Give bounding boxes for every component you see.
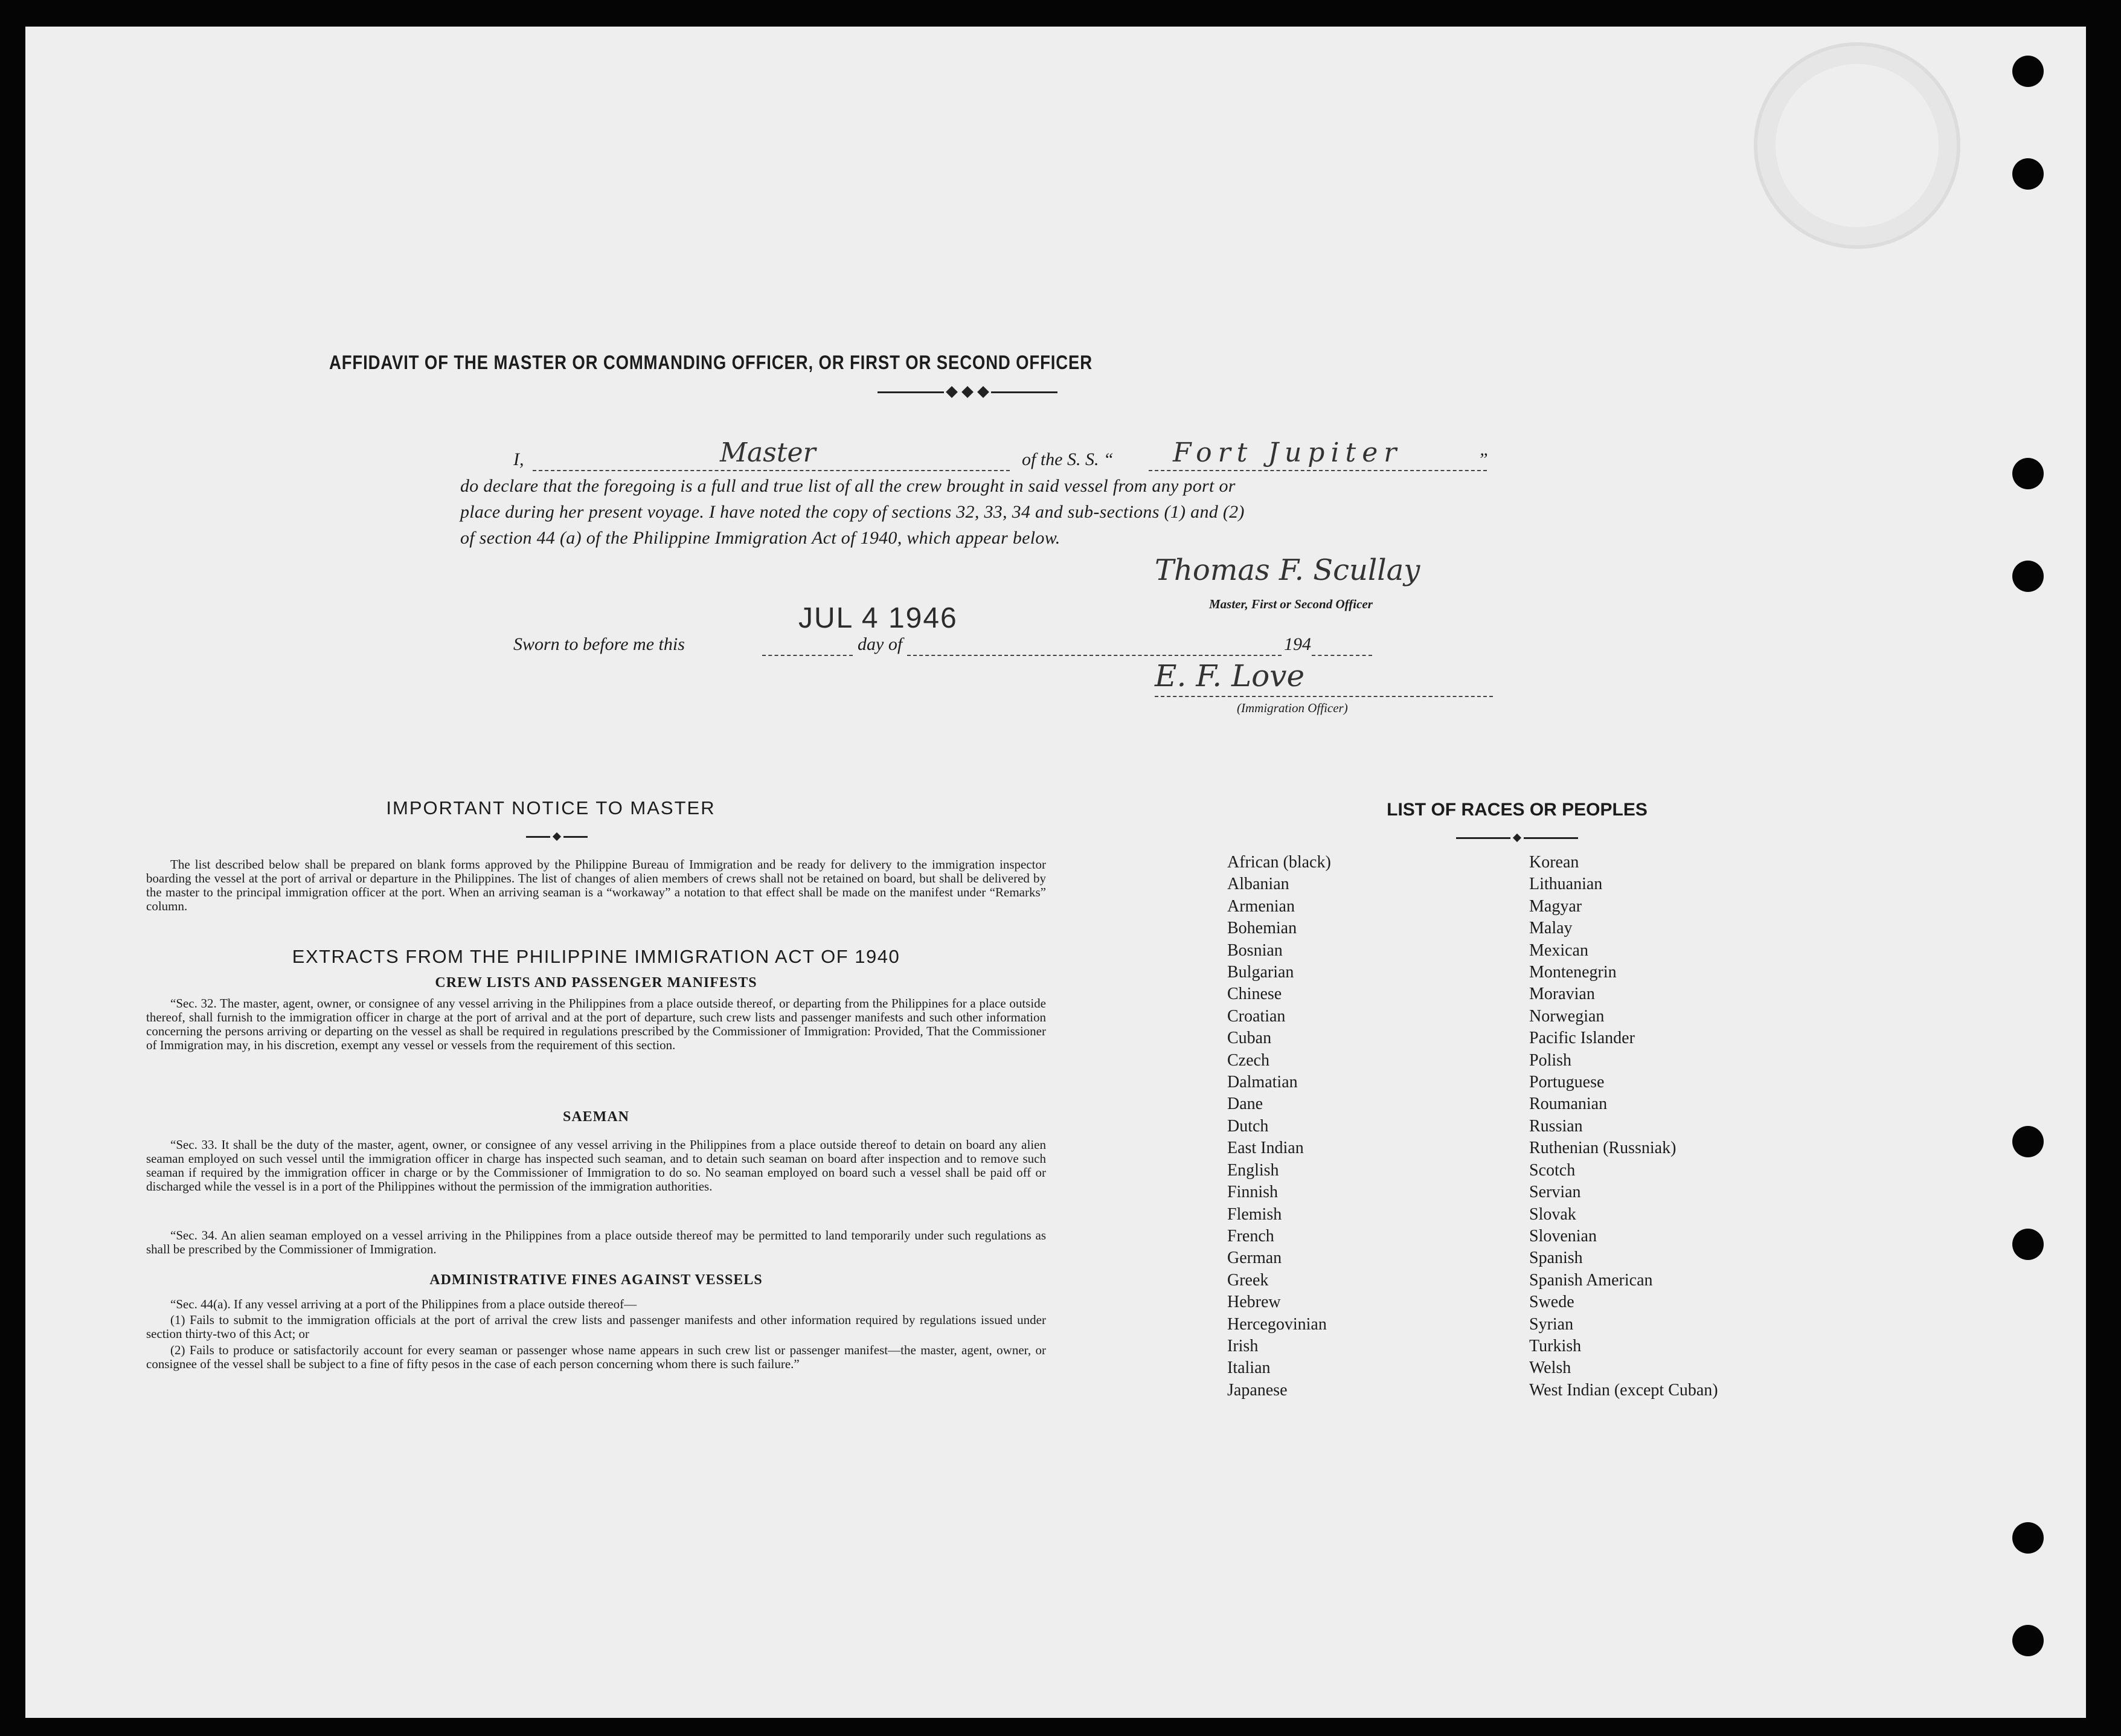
race-item: Bosnian [1227, 940, 1283, 960]
notice-text: The list described below shall be prepared on blank forms approved by the Philippine Bureau of Immigration and be ready for delivery to the immigration inspector boarding the vessel at the port of arrival or departure in the Philippines. The list of changes of alien members of crews shall not be retained on board, but shall be delivered by the master to the principal immigration officer at the port. When an arriving seaman is a “workaway” a notation to that effect shall be made on the manifest under “Remarks” column. [146, 857, 1046, 913]
race-item: Turkish [1529, 1336, 1582, 1355]
race-item: Spanish American [1529, 1270, 1653, 1290]
punch-hole [2012, 1625, 2044, 1656]
day-of-label: day of [858, 634, 903, 654]
race-item: Korean [1529, 853, 1579, 872]
race-item: Welsh [1529, 1358, 1571, 1378]
race-item: Dalmatian [1227, 1073, 1298, 1092]
date-stamp: JUL 4 1946 [798, 602, 958, 634]
race-item: Croatian [1227, 1006, 1286, 1026]
embossed-seal [1754, 42, 1960, 249]
section-44-item-1: (1) Fails to submit to the immigration officials at the port of arrival the crew lists and passenger manifests and other information required by regulations issued under section thirty-two of this Act; or [146, 1313, 1046, 1341]
race-item: Cuban [1227, 1029, 1272, 1048]
declaration-line-1: do declare that the foregoing is a full and true list of all the crew brought in said vessel from any port or [460, 476, 1236, 496]
race-item: Ruthenian (Russniak) [1529, 1139, 1677, 1158]
day-line [762, 655, 853, 656]
notice-ornament [521, 834, 593, 840]
race-item: African (black) [1227, 853, 1331, 872]
race-item: Japanese [1227, 1380, 1288, 1400]
race-item: Czech [1227, 1050, 1269, 1070]
race-item: Slovenian [1529, 1226, 1597, 1246]
race-item: Greek [1227, 1270, 1269, 1290]
race-item: Chinese [1227, 985, 1282, 1004]
race-item: Hebrew [1227, 1293, 1281, 1312]
race-item: Malay [1529, 919, 1573, 938]
master-line [533, 470, 1010, 471]
master-caption: Master, First or Second Officer [1209, 597, 1373, 611]
punch-hole [2012, 1126, 2044, 1157]
punch-hole [2012, 561, 2044, 592]
race-item: Flemish [1227, 1204, 1282, 1224]
punch-hole [2012, 56, 2044, 87]
title-ornament [877, 388, 1058, 396]
race-item: Scotch [1529, 1160, 1576, 1180]
race-item: English [1227, 1160, 1279, 1180]
race-item: German [1227, 1249, 1282, 1268]
race-item: Mexican [1529, 940, 1588, 960]
race-item: Syrian [1529, 1314, 1574, 1334]
race-item: Albanian [1227, 875, 1289, 894]
master-handwritten: Master [720, 437, 816, 468]
race-item: Dane [1227, 1095, 1263, 1114]
saeman-heading: SAEMAN [562, 1109, 629, 1125]
race-item: East Indian [1227, 1139, 1304, 1158]
punch-hole [2012, 1229, 2044, 1260]
race-item: Russian [1529, 1116, 1583, 1136]
vessel-handwritten: Fort Jupiter [1173, 437, 1403, 468]
year-label: 194 [1284, 634, 1311, 654]
race-item: Lithuanian [1529, 875, 1603, 894]
races-column-2 [1529, 852, 1718, 1401]
race-item: West Indian (except Cuban) [1529, 1380, 1718, 1400]
race-item: Finnish [1227, 1183, 1279, 1202]
race-item: Pacific Islander [1529, 1029, 1635, 1048]
race-item: Norwegian [1529, 1006, 1605, 1026]
master-signature: Thomas F. Scullay [1155, 553, 1420, 587]
race-item: Dutch [1227, 1116, 1269, 1136]
section-44-intro: “Sec. 44(a). If any vessel arriving at a port of the Philippines from a place outside thereof— [170, 1297, 637, 1311]
declaration-line-2: place during her present voyage. I have noted the copy of sections 32, 33, 34 and sub-sections (1) and (2) [460, 502, 1245, 522]
race-item: Irish [1227, 1336, 1259, 1355]
section-44-item-2: (2) Fails to produce or satisfactorily account for every seaman or passenger whose name appears in such crew list or passenger manifest—the master, agent, owner, or consignee of the vessel shall be subject to a fine of fifty pesos in the case of each person concerning whom there is such failure.” [146, 1343, 1046, 1371]
section-32-text: “Sec. 32. The master, agent, owner, or consignee of any vessel arriving in the Philippines from a place outside thereof, or departing from the Philippines for a place outside thereof, shall furnish to the immigration officer in charge at the port of arrival and at the port of departure, such crew lists and passenger manifests and such other information concerning the persons arriving or departing on the vessel as shall be required in regulations prescribed by the Commissioner of Immigration: Provided, That the Commissioner of Immigration may, in his discretion, exempt any vessel or vessels from the requirement of this section. [146, 996, 1046, 1052]
race-item: Italian [1227, 1358, 1271, 1378]
race-item: Slovak [1529, 1204, 1576, 1224]
year-line [1312, 655, 1372, 656]
crew-lists-heading: CREW LISTS AND PASSENGER MANIFESTS [435, 975, 757, 991]
race-item: Montenegrin [1529, 963, 1617, 982]
section-34-text: “Sec. 34. An alien seaman employed on a vessel arriving in the Philippines from a place outside thereof may be permitted to land temporarily under such regulations as shall be prescribed by the Commissioner of Immigration. [146, 1228, 1046, 1256]
fines-heading: ADMINISTRATIVE FINES AGAINST VESSELS [429, 1272, 763, 1288]
of-ss-label: of the S. S. “ [1022, 449, 1114, 469]
race-item: Hercegovinian [1227, 1314, 1327, 1334]
notice-title: IMPORTANT NOTICE TO MASTER [386, 797, 716, 818]
section-33-text: “Sec. 33. It shall be the duty of the master, agent, owner, or consignee of any vessel arriving in the Philippines from a place outside thereof to detain on board any alien seaman employed on such vessel until the immigration officer in charge has inspected such seaman, and to detain such seaman on board after inspection and to remove such seaman if required by the immigration officer in charge or by the Commissioner of Immigration to do so. No seaman employed on board such a vessel shall be paid off or discharged while the vessel is in a port of the Philippines without the permission of the immigration authorities. [146, 1137, 1046, 1194]
race-item: Magyar [1529, 896, 1582, 916]
race-item: Servian [1529, 1183, 1581, 1202]
document-page [25, 27, 2086, 1718]
officer-caption: (Immigration Officer) [1237, 701, 1348, 715]
race-item: Polish [1529, 1050, 1572, 1070]
officer-line [1155, 696, 1493, 697]
race-item: Swede [1529, 1293, 1574, 1312]
race-item: French [1227, 1226, 1274, 1246]
vessel-line [1149, 470, 1487, 471]
races-ornament [1445, 835, 1590, 841]
race-item: Armenian [1227, 896, 1295, 916]
race-item: Portuguese [1529, 1073, 1605, 1092]
punch-hole [2012, 458, 2044, 489]
race-item: Bulgarian [1227, 963, 1294, 982]
extracts-title: EXTRACTS FROM THE PHILIPPINE IMMIGRATION ACT OF 1940 [292, 946, 900, 967]
sworn-label: Sworn to before me this [513, 634, 685, 654]
races-title: LIST OF RACES OR PEOPLES [1387, 800, 1648, 820]
declaration-line-3: of section 44 (a) of the Philippine Immigration Act of 1940, which appear below. [460, 528, 1060, 548]
affidavit-title: AFFIDAVIT OF THE MASTER OR COMMANDING OFFICER, OR FIRST OR SECOND OFFICER [329, 352, 1093, 373]
race-item: Roumanian [1529, 1095, 1608, 1114]
race-item: Bohemian [1227, 919, 1297, 938]
i-label: I, [513, 449, 524, 469]
month-line [907, 655, 1282, 656]
race-item: Moravian [1529, 985, 1595, 1004]
officer-signature: E. F. Love [1155, 658, 1305, 693]
close-quote: ” [1478, 449, 1488, 469]
race-item: Spanish [1529, 1249, 1583, 1268]
punch-hole [2012, 1522, 2044, 1554]
punch-hole [2012, 158, 2044, 190]
races-column-1 [1227, 852, 1331, 1401]
